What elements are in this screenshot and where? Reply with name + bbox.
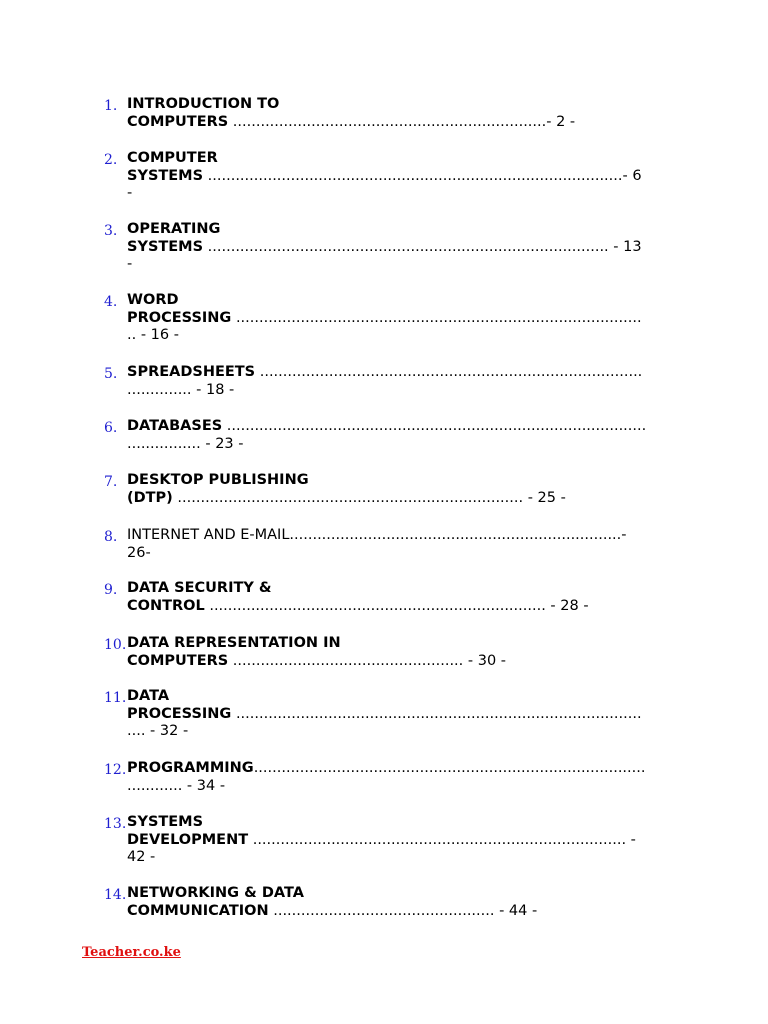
toc-title: DATA REPRESENTATION IN (127, 635, 341, 651)
toc-title: WORD (127, 292, 179, 308)
toc-number: 12. (104, 762, 127, 778)
toc-title: SYSTEMS (127, 167, 204, 184)
toc-text (127, 418, 646, 453)
toc-number: 13. (104, 816, 127, 832)
toc-title: COMPUTER (127, 150, 218, 166)
toc-leader: INTERNET AND E-MAIL........................................................................- (127, 527, 627, 543)
toc-number: 2. (104, 152, 118, 168)
toc-leader: ................................................ - 44 - (268, 902, 538, 919)
toc-title: DATABASES (127, 418, 223, 434)
toc-leader: ......................................................................... - 28 - (204, 597, 589, 614)
toc-leader: ............ - 34 - (127, 777, 226, 794)
toc-number: 3. (104, 223, 118, 239)
toc-title: DEVELOPMENT (127, 831, 249, 848)
toc-title: DATA (127, 688, 170, 704)
toc-leader: ........................................................................................ (231, 309, 642, 326)
toc-text (127, 527, 627, 562)
toc-title: (DTP) (127, 489, 173, 506)
toc-leader: .... - 32 - (127, 723, 189, 739)
toc-leader: ........................................................................................... (222, 418, 647, 434)
toc-title: CONTROL (127, 597, 205, 614)
toc-leader: ..........................................................................................- 6 (203, 167, 642, 184)
toc-number: 10. (104, 637, 127, 653)
toc-text (127, 472, 566, 507)
toc-text (127, 885, 537, 920)
toc-leader: ........................................................................................ (231, 705, 642, 722)
toc-text (127, 580, 589, 615)
toc-number: 7. (104, 474, 118, 490)
toc-leader: - (127, 185, 133, 201)
toc-title: PROGRAMMING (127, 760, 254, 776)
toc-title: OPERATING (127, 221, 221, 237)
toc-leader: ................................................................................... (255, 364, 643, 380)
toc-title: COMPUTERS (127, 113, 229, 130)
toc-leader: ....................................................................- 2 - (228, 113, 576, 130)
toc-title: SPREADSHEETS (127, 364, 256, 380)
toc-number: 14. (104, 887, 127, 903)
toc-leader: ....................................................................................... - 13 (203, 238, 642, 255)
toc-text (127, 96, 575, 131)
toc-text (127, 688, 642, 741)
toc-leader: 42 - (127, 849, 156, 865)
toc-text (127, 635, 506, 670)
toc-number: 4. (104, 294, 118, 310)
toc-leader: - (127, 256, 133, 272)
toc-title: PROCESSING (127, 705, 232, 722)
toc-title: SYSTEMS (127, 238, 204, 255)
toc-number: 11. (104, 690, 127, 706)
toc-text (127, 760, 645, 795)
toc-title: INTRODUCTION TO (127, 96, 280, 112)
footer-link[interactable]: Teacher.co.ke (82, 945, 181, 960)
toc-title: DESKTOP PUBLISHING (127, 472, 309, 488)
toc-number: 9. (104, 582, 118, 598)
toc-title: COMMUNICATION (127, 902, 269, 919)
toc-title: DATA SECURITY & (127, 580, 272, 596)
toc-leader: .. - 16 - (127, 327, 179, 343)
toc-text (127, 814, 636, 867)
toc-title: SYSTEMS (127, 814, 204, 830)
toc-text (127, 150, 642, 203)
toc-text (127, 364, 642, 399)
toc-number: 6. (104, 420, 118, 436)
toc-leader: ........................................................................... - 25 - (172, 489, 566, 506)
toc-leader: .............. - 18 - (127, 381, 235, 398)
toc-leader: 26- (127, 544, 151, 561)
toc-leader: ................ - 23 - (127, 435, 244, 452)
toc-text (127, 292, 642, 345)
toc-leader: ................................................................................. - (248, 831, 636, 848)
toc-title: PROCESSING (127, 309, 232, 326)
toc-title: COMPUTERS (127, 652, 229, 669)
toc-leader: ..................................................................................... (253, 760, 646, 776)
toc-number: 1. (104, 98, 118, 114)
toc-number: 5. (104, 366, 118, 382)
toc-leader: .................................................. - 30 - (228, 652, 507, 669)
toc-title: NETWORKING & DATA (127, 885, 304, 901)
toc-text (127, 221, 642, 274)
toc-number: 8. (104, 529, 118, 545)
